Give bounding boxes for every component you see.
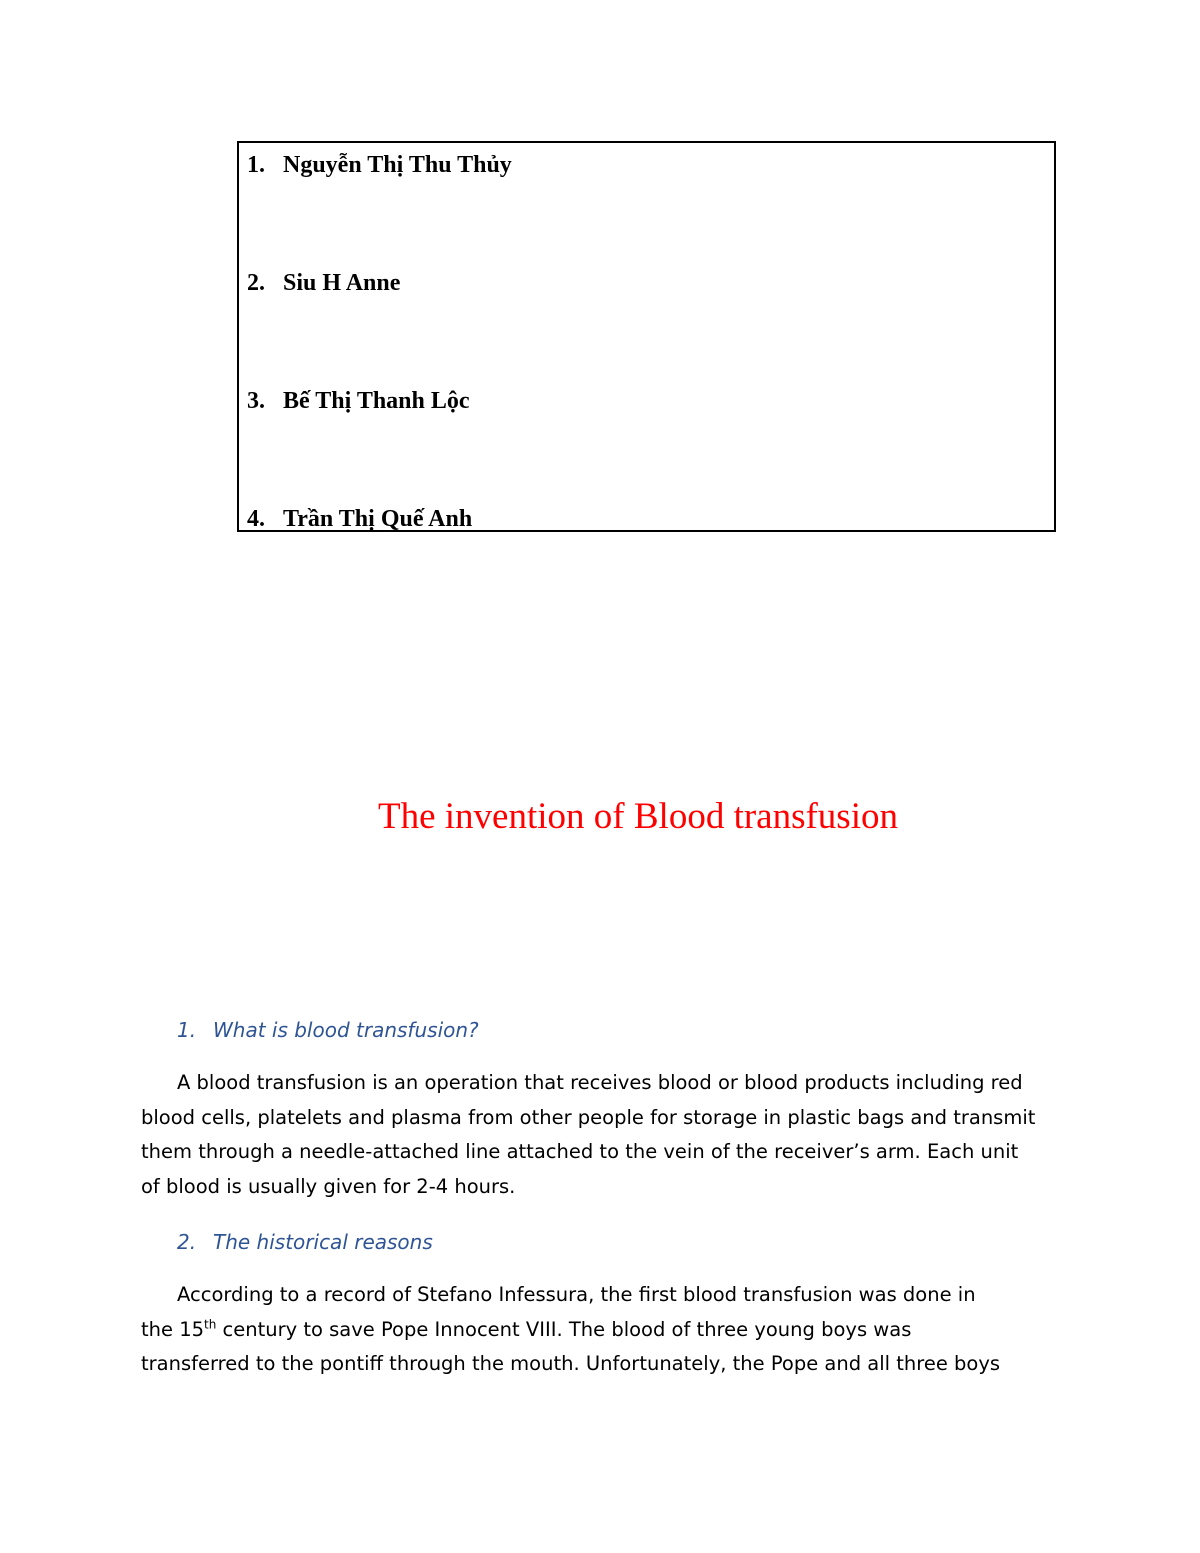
section-paragraph [141,1066,1061,1205]
member-item [247,389,470,413]
section-heading-text: What is blood transfusion? [213,1018,479,1042]
member-name: Trần Thị Quế Anh [283,506,473,532]
paragraph-line: A blood transfusion is an operation that receives blood or blood products including red [177,1071,1023,1094]
document-title: The invention of Blood transfusion [378,796,898,837]
member-number: 4. [247,506,265,532]
member-number: 1. [247,152,265,178]
paragraph-line: them through a needle-attached line attached to the vein of the receiver’s arm. Each unit [141,1140,1019,1164]
member-number: 3. [247,388,265,414]
member-item [247,271,400,295]
section-heading [177,1020,479,1040]
section-paragraph [141,1278,1061,1382]
section-heading-text: The historical reasons [213,1230,433,1254]
section-number: 1. [177,1018,197,1042]
member-number: 2. [247,270,265,296]
members-box [237,141,1056,532]
paragraph-line: of blood is usually given for 2-4 hours. [141,1175,516,1199]
member-item [247,153,512,177]
line-text: century to save Pope Innocent VIII. The blood of three young boys was [216,1317,912,1341]
paragraph-line: transferred to the pontiff through the mouth. Unfortunately, the Pope and all three boys [141,1352,1001,1376]
member-name: Siu H Anne [283,270,401,296]
paragraph-line: blood cells, platelets and plasma from other people for storage in plastic bags and transmit [141,1105,1036,1129]
member-item [247,507,472,531]
line-text: the 15 [141,1317,205,1341]
section-number: 2. [177,1230,197,1254]
member-name: Nguyễn Thị Thu Thủy [283,152,512,178]
member-name: Bế Thị Thanh Lộc [283,388,470,414]
paragraph-line [141,1313,1061,1348]
paragraph-line: According to a record of Stefano Infessura, the first blood transfusion was done in [177,1283,976,1306]
ordinal-suffix: th [204,1317,217,1332]
section-heading [177,1232,433,1252]
